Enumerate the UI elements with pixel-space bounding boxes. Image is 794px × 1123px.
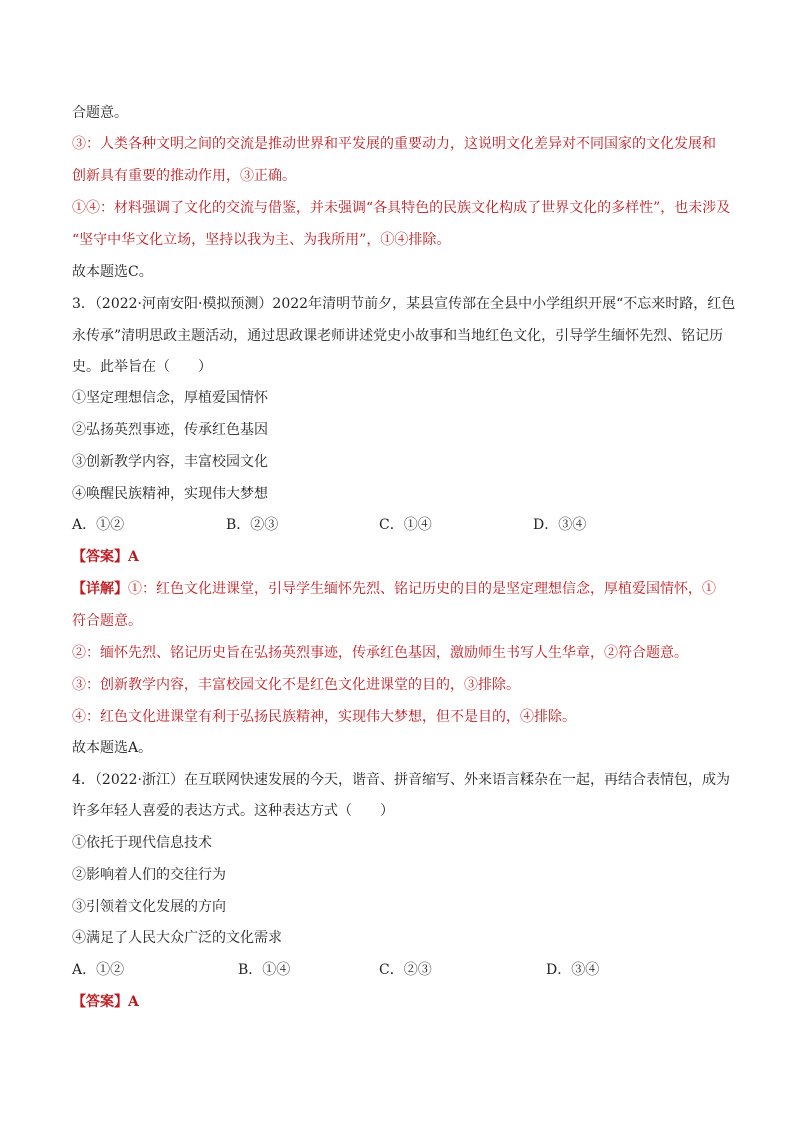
q3-detail-2: ②：缅怀先烈、铭记历史旨在弘扬英烈事迹，传承红色基因，激励师生书写人生华章，②符合题意。 bbox=[72, 645, 688, 661]
prev-explanation-item14: ①④：材料强调了文化的交流与借鉴，并未强调“各具特色的民族文化构成了世界文化的多样性”，也未涉及 bbox=[72, 200, 731, 216]
prev-explanation-item3-cont: 创新具有重要的推动作用，③正确。 bbox=[72, 168, 296, 184]
q3-detail-label: 【详解】 bbox=[72, 581, 128, 597]
q3-statement-4: ④唤醒民族精神，实现伟大梦想 bbox=[72, 486, 268, 502]
q3-statement-1: ①坚定理想信念，厚植爱国情怀 bbox=[72, 390, 268, 406]
q4-option-c: C．②③ bbox=[379, 962, 432, 978]
q3-options bbox=[72, 515, 672, 535]
q3-conclusion: 故本题选A。 bbox=[72, 740, 153, 756]
q3-answer bbox=[72, 547, 734, 567]
q4-options bbox=[72, 960, 672, 980]
q4-answer-label: 【答案】 bbox=[72, 994, 128, 1010]
q3-detail-3: ③：创新教学内容，丰富校园文化不是红色文化进课堂的目的，③排除。 bbox=[72, 677, 520, 693]
q3-detail-1-text: ①：红色文化进课堂，引导学生缅怀先烈、铭记历史的目的是坚定理想信念，厚植爱国情怀，① bbox=[128, 581, 716, 597]
q3-detail-1-cont: 符合题意。 bbox=[72, 613, 142, 629]
q3-answer-value: A bbox=[128, 549, 139, 565]
q4-option-d: D．③④ bbox=[546, 962, 600, 978]
q4-statement-1: ①依托于现代信息技术 bbox=[72, 835, 212, 851]
prev-explanation-tail: 合题意。 bbox=[72, 105, 128, 121]
q4-statement-4: ④满足了人民大众广泛的文化需求 bbox=[72, 930, 282, 946]
prev-explanation-item14-cont: “坚守中华文化立场，坚持以我为主、为我所用”，①④排除。 bbox=[72, 232, 451, 248]
q4-statement-3: ③引领着文化发展的方向 bbox=[72, 899, 226, 915]
q3-stem-line1: 3．（2022·河南安阳·模拟预测）2022年清明节前夕，某县宣传部在全县中小学组织开展“不忘来时路，红色 bbox=[72, 296, 736, 312]
q3-stem-line2: 永传承”清明思政主题活动，通过思政课老师讲述党史小故事和当地红色文化，引导学生缅怀先烈、铭记历 bbox=[72, 328, 724, 344]
q4-option-a: A．①② bbox=[72, 962, 125, 978]
q3-option-d: D．③④ bbox=[533, 517, 587, 533]
q4-answer bbox=[72, 992, 734, 1012]
q3-stem-line3: 史。此举旨在（ ） bbox=[72, 359, 212, 375]
q3-statement-2: ②弘扬英烈事迹，传承红色基因 bbox=[72, 422, 268, 438]
prev-explanation-item3: ③：人类各种文明之间的交流是推动世界和平发展的重要动力，这说明文化差异对不同国家的文化发展和 bbox=[72, 136, 716, 152]
q3-option-b: B．②③ bbox=[226, 517, 279, 533]
q3-option-a: A．①② bbox=[72, 517, 125, 533]
q3-option-c: C．①④ bbox=[379, 517, 432, 533]
prev-conclusion: 故本题选C。 bbox=[72, 264, 153, 280]
q3-detail-1 bbox=[72, 579, 734, 599]
q4-stem-line1: 4．（2022·浙江）在互联网快速发展的今天，谐音、拼音缩写、外来语言糅杂在一起，再结合表情包，成为 bbox=[72, 772, 730, 788]
q4-stem-line2: 许多年轻人喜爱的表达方式。这种表达方式（ ） bbox=[72, 803, 394, 819]
q4-statement-2: ②影响着人们的交往行为 bbox=[72, 867, 226, 883]
q3-statement-3: ③创新教学内容，丰富校园文化 bbox=[72, 454, 268, 470]
q3-answer-label: 【答案】 bbox=[72, 549, 128, 565]
q3-detail-4: ④：红色文化进课堂有利于弘扬民族精神，实现伟大梦想，但不是目的，④排除。 bbox=[72, 709, 576, 725]
q4-option-b: B．①④ bbox=[238, 962, 291, 978]
q4-answer-value: A bbox=[128, 994, 139, 1010]
